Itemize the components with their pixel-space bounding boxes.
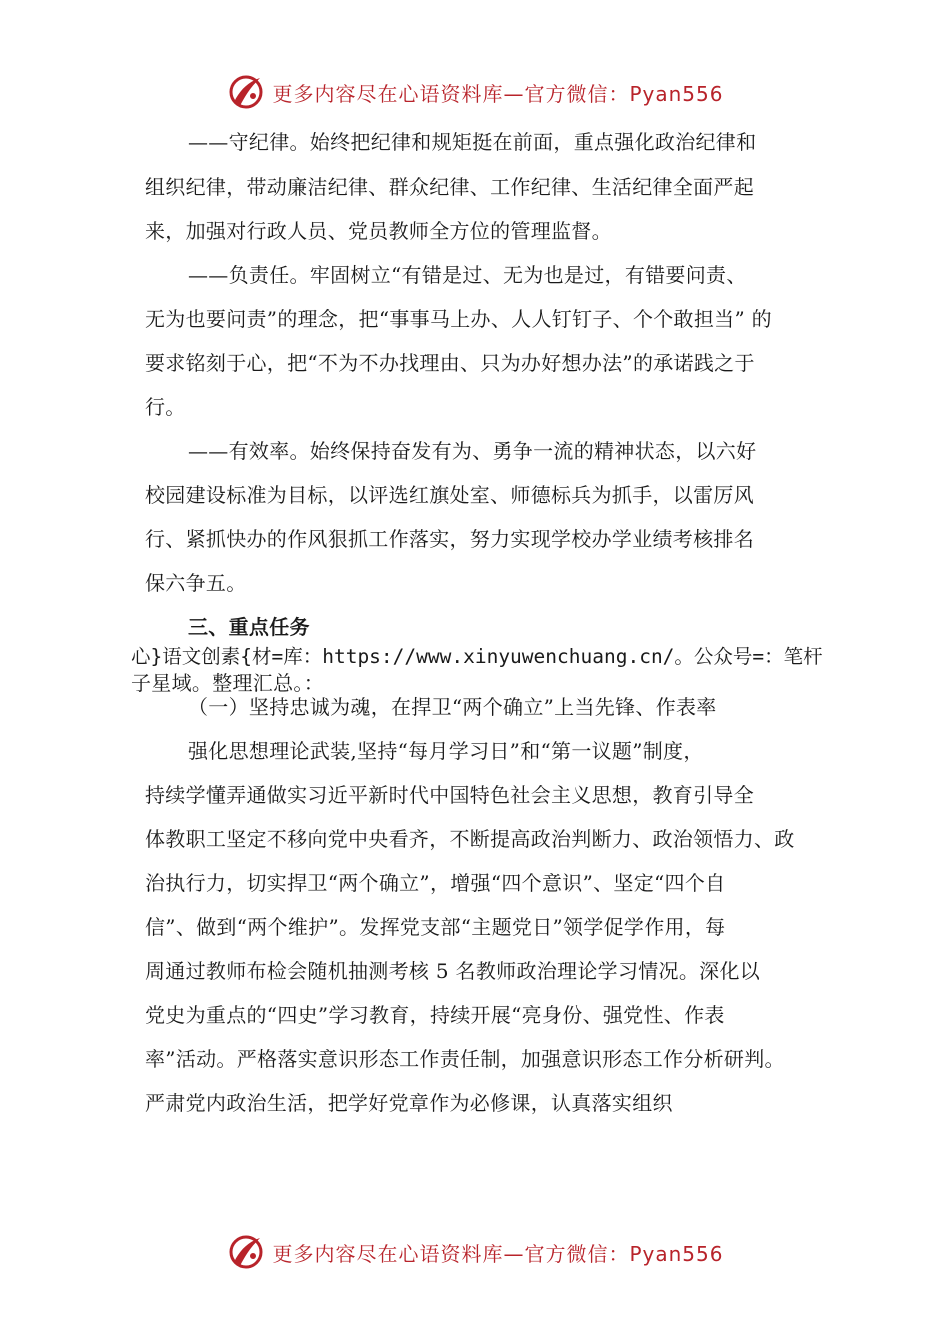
brush-logo-icon xyxy=(226,72,266,112)
text-line: 行。 xyxy=(145,395,186,419)
banner-text: 更多内容尽在心语资料库—官方微信：Pyan556 xyxy=(272,81,724,106)
text-line: 率”活动。严格落实意识形态工作责任制，加强意识形态工作分析研判。 xyxy=(145,1047,785,1071)
text-line: 保六争五。 xyxy=(145,571,247,595)
header-banner xyxy=(0,70,950,114)
text-line: 校园建设标准为目标，以评选红旗处室、师德标兵为抓手，以雷厉风 xyxy=(145,483,754,507)
text-line: 信”、做到“两个维护”。发挥党支部“主题党日”领学促学作用，每 xyxy=(145,915,726,939)
text-line: 严肃党内政治生活，把学好党章作为必修课，认真落实组织 xyxy=(145,1091,673,1115)
text-line: ——负责任。牢固树立“有错是过、无为也是过，有错要问责、 xyxy=(188,263,747,287)
text-line: 要求铭刻于心，把“不为不办找理由、只为办好想办法”的承诺践之于 xyxy=(145,351,755,375)
text-line: 党史为重点的“四史”学习教育，持续开展“亮身份、强党性、作表 xyxy=(145,1003,725,1027)
text-line: ——有效率。始终保持奋发有为、勇争一流的精神状态，以六好 xyxy=(188,439,757,463)
watermark-line: 心}语文创素{材=库：https://www.xinyuwenchuang.cn/。公众号=：笔杆 xyxy=(131,645,823,668)
watermark-line: 子星域。整理汇总。： xyxy=(131,671,324,695)
subheading: （一）坚持忠诚为魂，在捍卫“两个确立”上当先锋、作表率 xyxy=(188,695,717,719)
text-line: 周通过教师布检会随机抽测考核 5 名教师政治理论学习情况。深化以 xyxy=(145,959,761,983)
text-line: 无为也要问责”的理念，把“事事马上办、人人钉钉子、个个敢担当” 的 xyxy=(145,307,772,331)
brush-logo-icon xyxy=(226,1232,266,1272)
footer-banner xyxy=(0,1230,950,1274)
text-line: 体教职工坚定不移向党中央看齐，不断提高政治判断力、政治领悟力、政 xyxy=(145,827,795,851)
text-line: 来，加强对行政人员、党员教师全方位的管理监督。 xyxy=(145,219,612,243)
text-line: 组织纪律，带动廉洁纪律、群众纪律、工作纪律、生活纪律全面严起 xyxy=(145,175,754,199)
section-heading: 三、重点任务 xyxy=(188,615,310,639)
text-line: ——守纪律。始终把纪律和规矩挺在前面，重点强化政治纪律和 xyxy=(188,130,757,154)
footer-banner-text: 更多内容尽在心语资料库—官方微信：Pyan556 xyxy=(272,1241,724,1266)
text-line: 强化思想理论武装,坚持“每月学习日”和“第一议题”制度， xyxy=(188,739,704,763)
text-line: 治执行力，切实捍卫“两个确立”，增强“四个意识”、坚定“四个自 xyxy=(145,871,726,895)
text-line: 持续学懂弄通做实习近平新时代中国特色社会主义思想，教育引导全 xyxy=(145,783,754,807)
text-line: 行、紧抓快办的作风狠抓工作落实，努力实现学校办学业绩考核排名 xyxy=(145,527,754,551)
